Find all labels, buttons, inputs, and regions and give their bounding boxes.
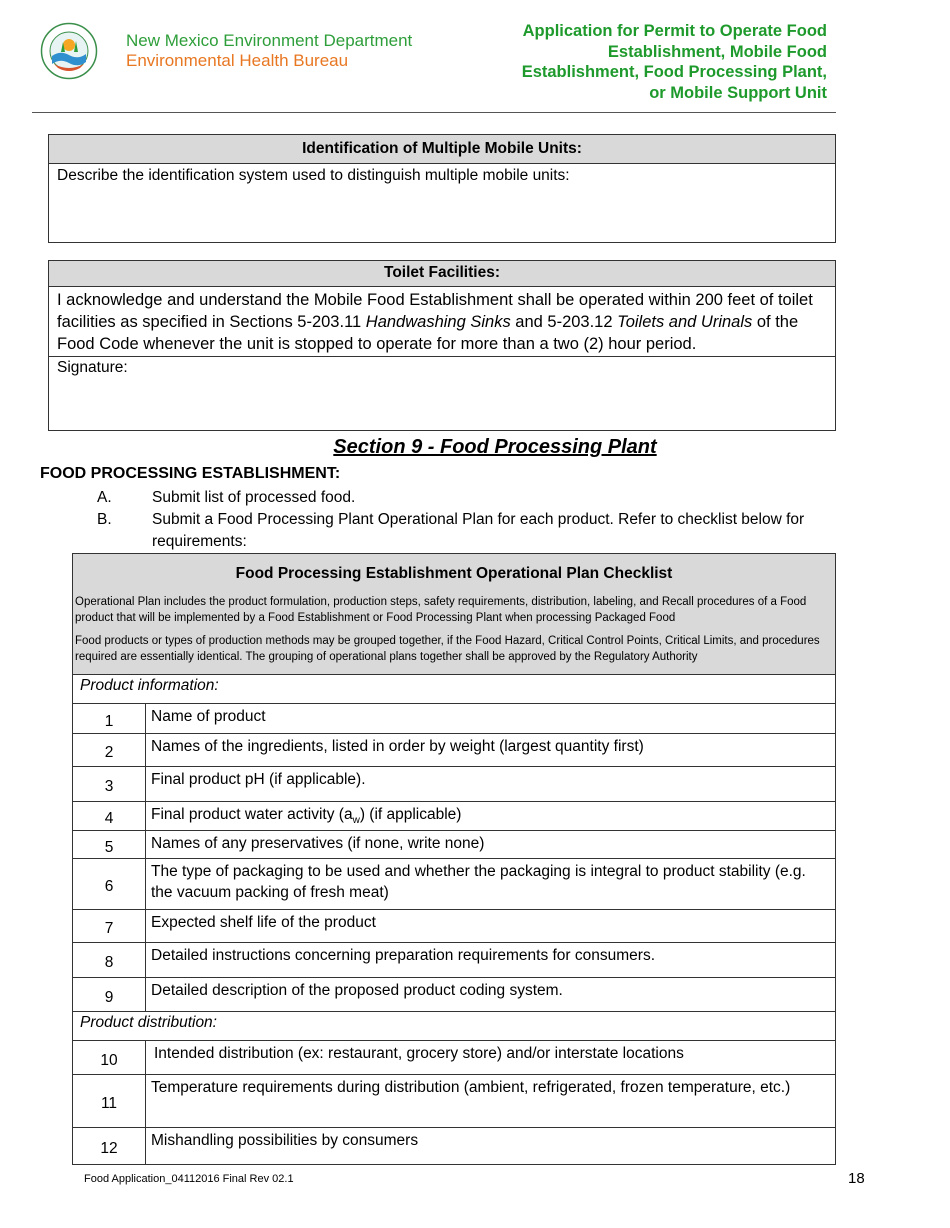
row-number: 12 xyxy=(73,1128,146,1164)
ack-italic-text: Toilets and Urinals xyxy=(617,313,753,331)
checklist-grouping-note: Food products or types of production methods may be grouped together, if the Food Hazard, Critical Control Points, Critical Limits, and procedures required are essentially identical. The grouping of operational plans together shall be approved by the Regulatory Authority xyxy=(75,635,820,663)
row-text: Names of any preservatives (if none, write none) xyxy=(151,835,485,852)
product-information-label: Product information: xyxy=(73,675,835,704)
list-item xyxy=(97,509,817,553)
row-text: Expected shelf life of the product xyxy=(151,914,376,931)
row-number: 2 xyxy=(73,734,146,766)
application-title-line: Application for Permit to Operate Food xyxy=(522,22,827,40)
row-text: Name of product xyxy=(151,708,266,725)
table-row xyxy=(73,943,835,978)
table-row xyxy=(73,767,835,802)
table-row xyxy=(73,910,835,943)
signature-field[interactable]: Signature: xyxy=(57,359,128,376)
table-row xyxy=(73,978,835,1012)
identification-heading: Identification of Multiple Mobile Units: xyxy=(49,135,835,164)
row-text xyxy=(146,802,835,830)
ack-text: I acknowledge and understand the Mobile Food Establishment shall be operated within 200 feet of toilet facilities as specified in Sections 5-203.11 xyxy=(57,291,813,331)
row-number: 11 xyxy=(73,1075,146,1127)
row-number: 7 xyxy=(73,910,146,942)
nmed-logo xyxy=(40,22,98,80)
requirements-list xyxy=(97,487,817,553)
establishment-heading: FOOD PROCESSING ESTABLISHMENT: xyxy=(40,465,341,482)
department-line: New Mexico Environment Department xyxy=(126,31,413,50)
application-title-line: Establishment, Food Processing Plant, xyxy=(521,63,827,81)
toilet-facilities-box xyxy=(48,260,836,431)
header-divider xyxy=(32,112,836,113)
table-row xyxy=(73,802,835,831)
section-title: Section 9 - Food Processing Plant xyxy=(333,436,657,458)
toilet-facilities-heading: Toilet Facilities: xyxy=(49,261,835,287)
application-title xyxy=(467,21,827,103)
toilet-acknowledgement xyxy=(49,287,835,357)
table-row xyxy=(73,859,835,910)
list-text: Submit a Food Processing Plant Operational Plan for each product. Refer to checklist below for requirements: xyxy=(152,511,805,550)
ack-text: and 5-203.12 xyxy=(510,313,618,331)
list-letter: B. xyxy=(97,511,112,528)
ack-italic-text: Handwashing Sinks xyxy=(365,313,511,331)
row-text: Detailed instructions concerning preparation requirements for consumers. xyxy=(151,947,655,964)
row-text: Detailed description of the proposed product coding system. xyxy=(151,982,563,999)
row-number: 1 xyxy=(73,704,146,733)
water-activity-subscript: w xyxy=(352,815,360,827)
row-text: The type of packaging to be used and whether the packaging is integral to product stability (e.g. the vacuum packing of fresh meat) xyxy=(151,863,806,901)
row-number: 5 xyxy=(73,831,146,858)
list-item xyxy=(97,487,817,509)
table-row xyxy=(73,734,835,767)
ack-text: of the Food Code whenever the unit is stopped to operate for more than a two (2) hour period. xyxy=(57,313,799,353)
operational-plan-checklist xyxy=(72,553,836,1165)
water-activity-text: ) (if applicable) xyxy=(359,806,462,823)
document-footer-id: Food Application_04112016 Final Rev 02.1 xyxy=(84,1173,294,1185)
table-row xyxy=(73,1041,835,1075)
table-row xyxy=(73,1075,835,1128)
row-number: 9 xyxy=(73,978,146,1011)
table-row xyxy=(73,1128,835,1164)
table-row xyxy=(73,831,835,859)
page-number: 18 xyxy=(848,1170,865,1187)
row-text: Final product pH (if applicable). xyxy=(151,771,366,788)
checklist-description: Operational Plan includes the product formulation, production steps, safety requirements, distribution, labeling, and Recall procedures of a Food product that will be implemented by a Food Establishment or Food Processing Plant when processing Packaged Food xyxy=(75,596,807,624)
list-letter: A. xyxy=(97,489,112,506)
row-text: Names of the ingredients, listed in order by weight (largest quantity first) xyxy=(151,738,644,755)
application-title-line: Establishment, Mobile Food xyxy=(607,42,827,61)
row-number: 10 xyxy=(73,1041,146,1074)
row-text: Temperature requirements during distribution (ambient, refrigerated, frozen temperature, etc.) xyxy=(151,1079,791,1096)
product-distribution-label: Product distribution: xyxy=(73,1012,835,1041)
department-name xyxy=(126,31,412,71)
water-activity-text: Final product water activity (a xyxy=(151,806,353,823)
checklist-title: Food Processing Establishment Operational Plan Checklist xyxy=(235,565,673,582)
table-row xyxy=(73,704,835,734)
bureau-line: Environmental Health Bureau xyxy=(126,51,349,70)
application-title-line: or Mobile Support Unit xyxy=(649,83,827,102)
identification-description-field[interactable]: Describe the identification system used to distinguish multiple mobile units: xyxy=(57,167,570,184)
row-text: Mishandling possibilities by consumers xyxy=(151,1132,419,1149)
row-number: 6 xyxy=(73,859,146,909)
list-text: Submit list of processed food. xyxy=(152,489,356,506)
checklist-header xyxy=(73,554,835,675)
row-number: 8 xyxy=(73,943,146,977)
row-text: Intended distribution (ex: restaurant, grocery store) and/or interstate locations xyxy=(154,1045,684,1062)
row-number: 3 xyxy=(73,767,146,801)
row-number: 4 xyxy=(73,802,146,830)
identification-box xyxy=(48,134,836,243)
